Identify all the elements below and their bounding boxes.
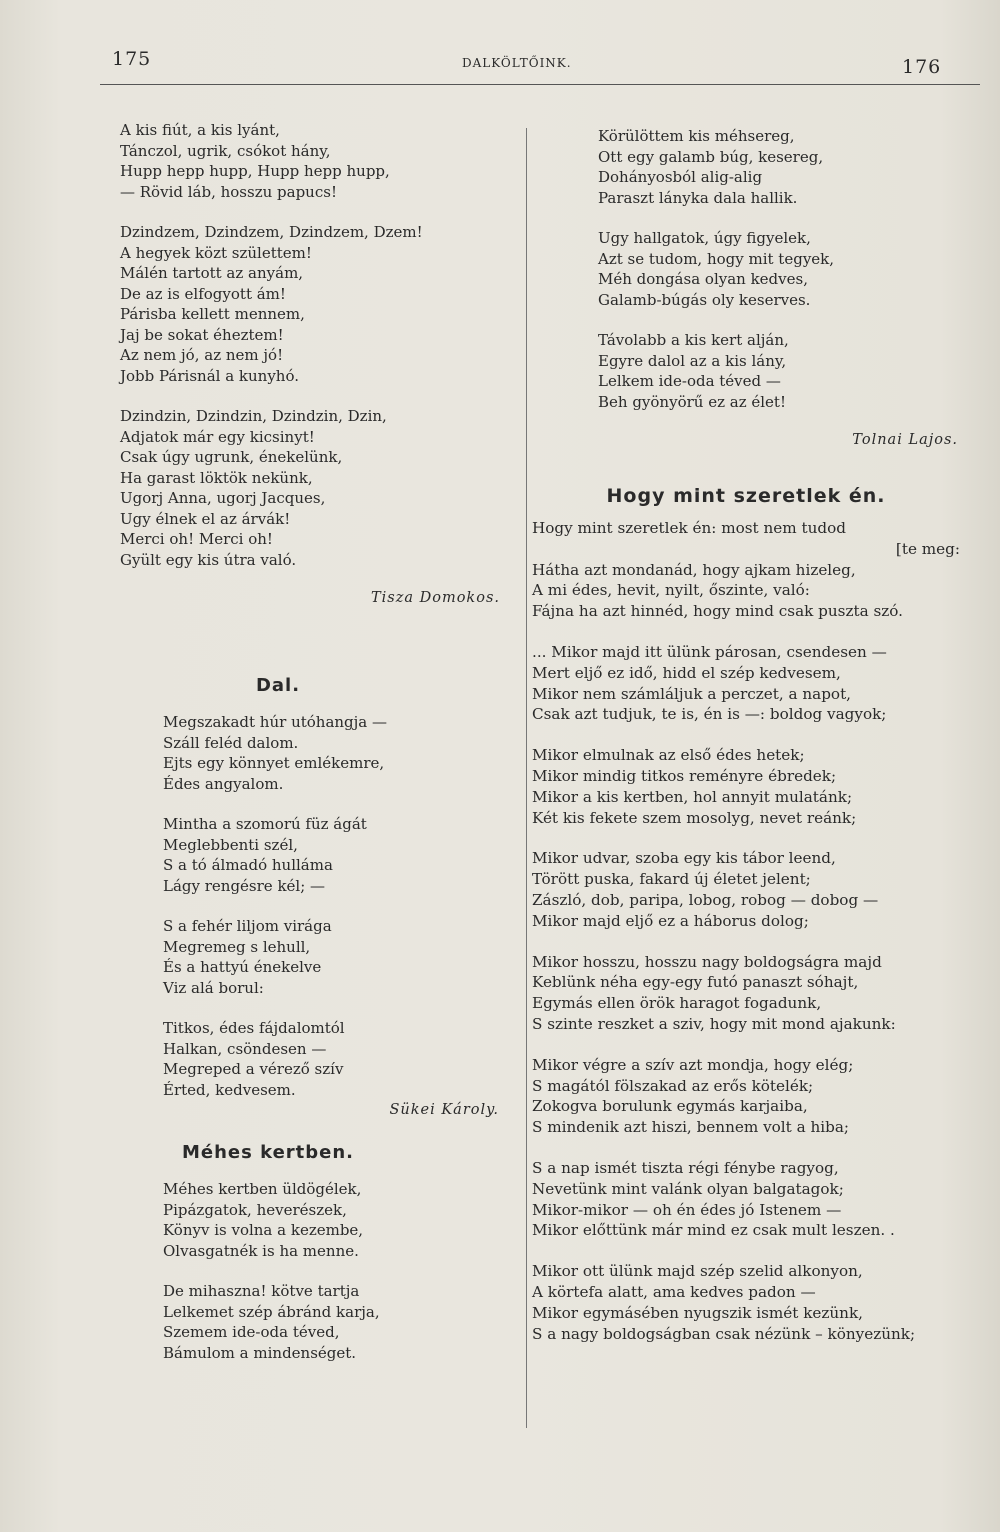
verse-line: Hupp hepp hupp, Hupp hepp hupp, (120, 162, 390, 180)
verse-line: S magától fölszakad az erős kötelék; (532, 1076, 814, 1095)
verse-line: Csak azt tudjuk, te is, én is —: boldog vagyok; (532, 705, 887, 724)
verse-line: Hátha azt mondanád, hogy ajkam hizeleg, (532, 560, 856, 579)
verse-line: A hegyek közt születtem! (120, 243, 312, 262)
poem-continuation (120, 120, 500, 570)
verse-line: Mikor nem számláljuk a perczet, a napot, (532, 684, 852, 703)
stanza (163, 814, 499, 896)
left-page-number: 175 (112, 48, 152, 70)
verse-line: Nevetünk mint valánk olyan balgatagok; (532, 1179, 844, 1198)
stanza (598, 228, 958, 310)
stanza (163, 1018, 499, 1100)
stanza (120, 120, 500, 202)
verse-line: Ejts egy könnyet emlékemre, (163, 754, 385, 772)
verse-line: A kis fiút, a kis lyánt, (120, 121, 280, 139)
header-rule (100, 84, 980, 85)
poem-continuation (598, 126, 958, 412)
stanza (163, 1179, 499, 1261)
verse-line: Dohányosból alig-alig (598, 168, 763, 186)
verse-line: Ha garast löktök nekünk, (120, 468, 313, 487)
verse-line: Bámulom a mindenséget. (163, 1343, 357, 1362)
verse-line: Olvasgatnék is ha menne. (163, 1241, 359, 1260)
verse-line: Halkan, csöndesen — (163, 1039, 327, 1058)
verse-line: Száll feléd dalom. (163, 733, 299, 752)
verse-line: Paraszt lányka dala hallik. (598, 188, 798, 207)
verse-line: — Rövid láb, hosszu papucs! (120, 182, 337, 201)
stanza (163, 712, 499, 794)
verse-line: S a fehér liljom virága (163, 917, 332, 935)
verse-line: Adjatok már egy kicsinyt! (120, 427, 315, 446)
verse-line: ... Mikor majd itt ülünk párosan, csendesen — (532, 642, 887, 661)
verse-line: Pipázgatok, heverészek, (163, 1200, 347, 1219)
poem-author: Tisza Domokos. (370, 590, 500, 606)
left-column-lower (163, 675, 499, 1383)
verse-line: Titkos, édes fájdalomtól (163, 1019, 345, 1037)
stanza (532, 745, 960, 828)
stanza (532, 1261, 960, 1344)
stanza (532, 1158, 960, 1241)
verse-line: Mintha a szomorú füz ágát (163, 815, 367, 833)
verse-line: Galamb-búgás oly keserves. (598, 290, 811, 309)
verse-line: Édes angyalom. (163, 774, 284, 793)
poem-title: Dal. (255, 675, 301, 696)
stanza (532, 848, 960, 931)
verse-line: S mindenik azt hiszi, bennem volt a hiba; (532, 1118, 850, 1137)
verse-line: [te meg: (895, 539, 960, 558)
verse-line: A körtefa alatt, ama kedves padon — (532, 1282, 816, 1301)
poem-author: Sükei Károly. (389, 1102, 499, 1118)
stanza (598, 330, 958, 412)
verse-line: Két kis fekete szem mosolyg, nevet reánk; (532, 808, 857, 827)
verse-line: Zokogva borulunk egymás karjaiba, (532, 1097, 808, 1116)
verse-line: Keblünk néha egy-egy futó panaszt sóhajt, (532, 973, 859, 992)
running-title: DALKÖLTŐINK. (462, 56, 572, 70)
verse-line: Törött puska, fakard új életet jelent; (532, 870, 811, 889)
verse-line: Dzindzin, Dzindzin, Dzindzin, Dzin, (120, 407, 387, 425)
verse-line: Csak úgy ugrunk, énekelünk, (120, 448, 343, 466)
poem-title: Méhes kertben. (181, 1141, 355, 1163)
verse-line: De mihaszna! kötve tartja (163, 1282, 360, 1300)
verse-line: Lágy rengésre kél; — (163, 876, 326, 895)
verse-line: S a nap ismét tiszta régi fénybe ragyog, (532, 1158, 839, 1177)
column-divider (526, 128, 527, 1428)
verse-line: Viz alá borul: (163, 978, 264, 997)
verse-line: S a tó álmadó hulláma (163, 856, 333, 874)
stanza (163, 916, 499, 998)
verse-line: Párisba kellett mennem, (120, 305, 305, 323)
verse-line: Jaj be sokat éheztem! (120, 325, 284, 344)
stanza (120, 222, 500, 386)
verse-line: Dzindzem, Dzindzem, Dzindzem, Dzem! (120, 223, 423, 241)
verse-line: Mikor a kis kertben, hol annyit mulatánk; (532, 787, 853, 806)
verse-line: Méhes kertben üldögélek, (163, 1180, 362, 1198)
verse-line: Szemem ide-oda téved, (163, 1323, 340, 1341)
poem-mehes-kertben (163, 1179, 499, 1363)
verse-line: Meglebbenti szél, (163, 835, 298, 854)
stanza (532, 1055, 960, 1138)
verse-line: Megremeg s lehull, (163, 937, 311, 956)
poem-hogy-mint-szeretlek (532, 518, 960, 1344)
poem-author: Tolnai Lajos. (852, 432, 958, 448)
verse-line: Mikor előttünk már mind ez csak mult leszen. . (532, 1221, 895, 1240)
verse-line: Mikor mindig titkos reményre ébredek; (532, 766, 837, 785)
verse-line: Egyre dalol az a kis lány, (598, 351, 787, 370)
verse-line: Mikor-mikor — oh én édes jó Istenem — (532, 1200, 842, 1219)
verse-line: Körülöttem kis méhsereg, (598, 127, 795, 145)
verse-line: Lelkemet szép ábránd karja, (163, 1302, 380, 1321)
verse-line: Az nem jó, az nem jó! (120, 346, 284, 364)
stanza (163, 1281, 499, 1363)
verse-line: Egymás ellen örök haragot fogadunk, (532, 994, 822, 1013)
stanza (598, 126, 958, 208)
verse-line: Ugy élnek el az árvák! (120, 509, 291, 528)
verse-line: Ugy hallgatok, úgy figyelek, (598, 229, 811, 247)
verse-line: Érted, kedvesem. (163, 1080, 296, 1099)
poem-dal (163, 712, 499, 1100)
verse-line: Mikor végre a szív azt mondja, hogy elég; (532, 1055, 854, 1074)
stanza (532, 518, 960, 622)
verse-line: Mikor hosszu, hosszu nagy boldogságra majd (532, 952, 882, 971)
verse-line: Megszakadt húr utóhangja — (163, 713, 388, 731)
verse-line: És a hattyú énekelve (163, 958, 322, 976)
verse-line: S a nagy boldogságban csak nézünk – könyezünk; (532, 1324, 916, 1343)
verse-line: Merci oh! Merci oh! (120, 530, 273, 548)
verse-line: Mikor elmulnak az első édes hetek; (532, 746, 805, 765)
page-header (0, 44, 1000, 84)
verse-line: De az is elfogyott ám! (120, 284, 286, 303)
verse-line: Mikor udvar, szoba egy kis tábor leend, (532, 849, 836, 868)
verse-line: Gyült egy kis útra való. (120, 550, 297, 569)
verse-line: Hogy mint szeretlek én: most nem tudod (532, 519, 846, 537)
verse-line: Mikor egymásében nyugszik ismét kezünk, (532, 1303, 863, 1322)
stanza (532, 952, 960, 1035)
verse-line: Beh gyönyörű ez az élet! (598, 392, 786, 411)
right-page-number: 176 (902, 56, 942, 78)
left-column-upper (120, 120, 500, 609)
verse-line: Lelkem ide-oda téved — (598, 372, 781, 390)
verse-line: Távolabb a kis kert alján, (598, 331, 789, 349)
verse-line: Megreped a vérező szív (163, 1060, 344, 1078)
verse-line: Zászló, dob, paripa, lobog, robog — dobog — (532, 890, 879, 909)
verse-line: A mi édes, hevit, nyilt, őszinte, való: (532, 581, 810, 600)
right-column-lower (532, 485, 960, 1364)
poem-title: Hogy mint szeretlek én. (606, 485, 886, 507)
verse-line: Mert eljő ez idő, hidd el szép kedvesem, (532, 663, 841, 682)
verse-line: Jobb Párisnál a kunyhó. (120, 366, 300, 385)
right-column-upper (598, 126, 958, 451)
verse-line: Méh dongása olyan kedves, (598, 270, 808, 288)
verse-line: Mikor ott ülünk majd szép szelid alkonyon, (532, 1262, 863, 1281)
verse-line: Tánczol, ugrik, csókot hány, (120, 141, 331, 160)
verse-line: Málén tartott az anyám, (120, 264, 304, 282)
verse-line: Ott egy galamb búg, kesereg, (598, 147, 824, 166)
stanza (532, 642, 960, 725)
verse-line: S szinte reszket a sziv, hogy mit mond ajakunk: (532, 1014, 896, 1033)
verse-line: Könyv is volna a kezembe, (163, 1221, 364, 1239)
stanza (120, 406, 500, 570)
verse-line: Ugorj Anna, ugorj Jacques, (120, 489, 326, 507)
verse-line: Mikor majd eljő ez a háborus dolog; (532, 911, 809, 930)
verse-line: Azt se tudom, hogy mit tegyek, (598, 249, 835, 268)
verse-line: Fájna ha azt hinnéd, hogy mind csak puszta szó. (532, 602, 903, 621)
